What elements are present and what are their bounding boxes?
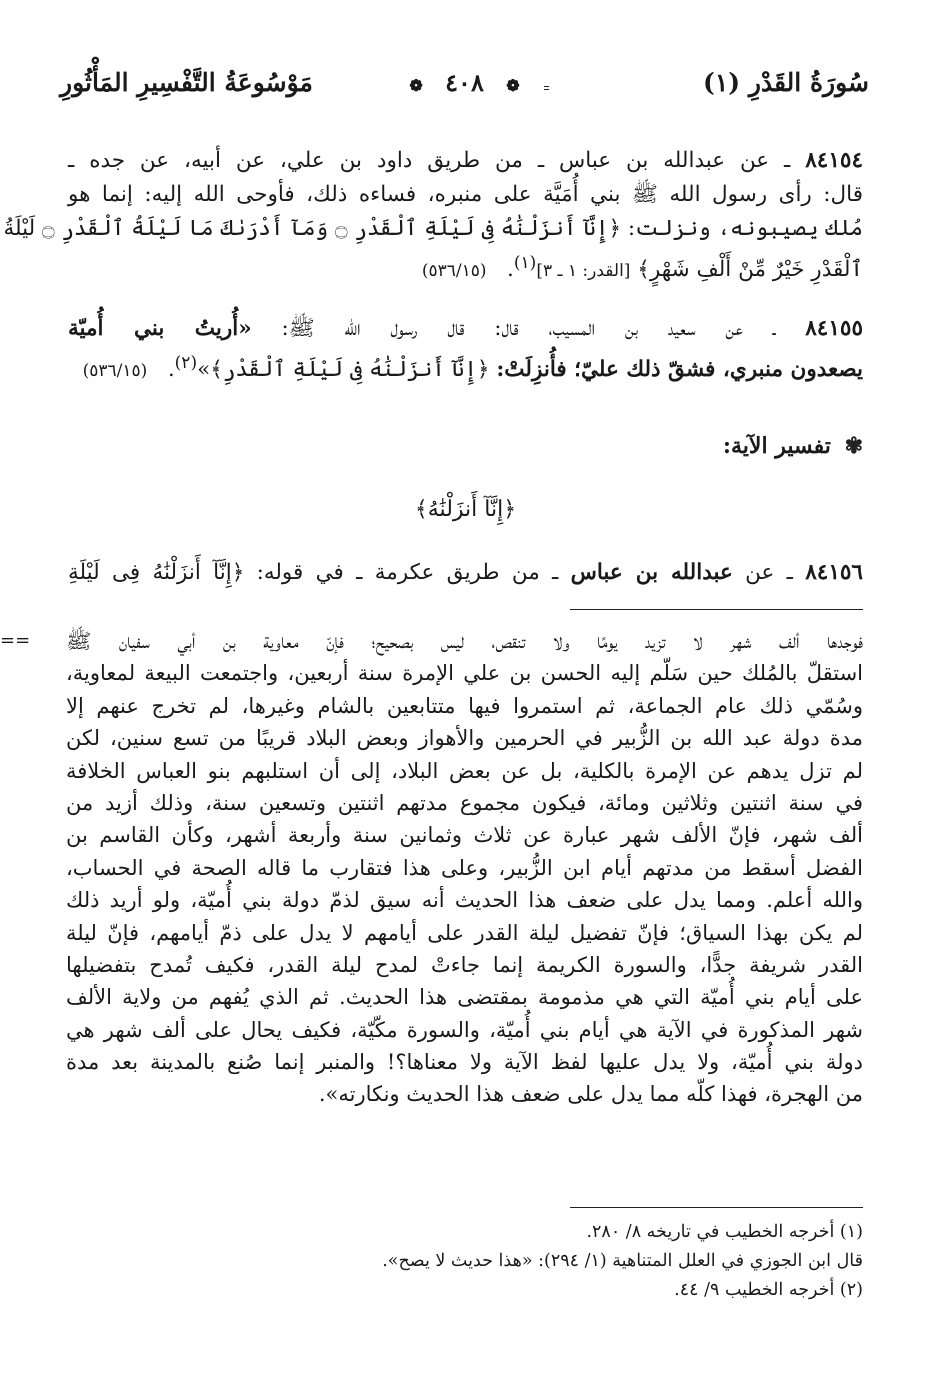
- footnote-line: استقلّ بالمُلك حين سَلّم إليه الحسن بن علي الإمرة سنة أربعين، واجتمعت البيعة لمعاوية،: [66, 661, 863, 686]
- ornament-icon: ❁: [496, 76, 529, 95]
- verse-ref: (١): [703, 68, 741, 97]
- footnote-item: قال ابن الجوزي في العلل المتناهية (١/ ٢٩٤): «هذا حديث لا يصح».: [382, 1251, 863, 1271]
- hadith-84156: [68, 556, 863, 590]
- footnote-item: (٢) أخرجه الخطيب ٩/ ٤٤.: [674, 1280, 863, 1300]
- hadith-quote: يصعدون منبري، فشقّ ذلك عليّ؛ فأُنزِلَتْ:: [496, 357, 863, 383]
- footnote-separator: [570, 609, 863, 610]
- text-line: قال: رأى رسول الله ﷺ بني أُمَيَّة على منبره، فساءه ذلك، فأوحى الله إليه: إنما هو: [68, 182, 863, 207]
- footnote-line: والله أعلم. ومما يدل على ضعف هذا الحديث أنه سيق لذمّ دولة بني أُميّة، ولو أريد ذلك: [66, 888, 863, 913]
- page-header: [60, 66, 869, 100]
- footnote-line: من الهجرة، فهذا كلّه مما يدل على ضعف هذا الحديث ونكارته».: [318, 1082, 863, 1107]
- text-line: مُلك يصيبونه، ونزلت: ﴿إِنَّآ أَنزَلْنَٰهُ فِى لَيْلَةِ ٱلْقَدْرِ ۝ وَمَآ أَدْرَىٰكَ مَا لَيْلَةُ ٱلْقَدْرِ ۝ لَيْلَةُ: [3, 216, 863, 241]
- footnote-line: وسُمّي ذلك عام الجماعة، ثم استمروا فيها متتابعين بالشام وغيرها، لم تخرج عنهم إلا: [66, 693, 863, 718]
- hadith-number: ٨٤١٥٦: [805, 560, 863, 585]
- section-heading: [723, 428, 863, 464]
- hadith-text: ـ من طريق عكرمة ـ في قوله: ﴿إِنَّآ أَنزَلْنَٰهُ فِى لَيْلَةِ: [68, 560, 559, 585]
- footnote-line: في سنة اثنتين وثلاثين ومائة، فيكون مجموع مدتهم اثنتين وتسعين سنة، وذلك أزيد من: [66, 790, 863, 815]
- footnote-continued: [66, 625, 863, 1111]
- hadith-number: ٨٤١٥٤: [805, 148, 863, 173]
- notes-separator: [570, 1207, 863, 1208]
- ayah-heading: ﴿إِنَّآ أَنزَلْنَٰهُ﴾: [414, 497, 517, 522]
- footnote-line: مدة دولة عبد الله بن الزُّبير في الحرمين والأهواز وبعض البلاد قريبًا من تسع سنين، لكن: [66, 726, 863, 751]
- section-heading-text: تفسير الآية:: [722, 433, 831, 459]
- hadith-quote: «أُريتُ بني أُميّة: [68, 316, 252, 341]
- hadith-text: ـ عن سعيد بن المسيب، قال: قال رسول الله ﷺ:: [281, 316, 776, 341]
- footnote-item: (١) أخرجه الخطيب في تاريخه ٨/ ٢٨٠.: [586, 1222, 863, 1242]
- narrator-name: عبدالله بن عباس: [570, 560, 733, 585]
- text-line: ٱلْقَدْرِ خَيْرٌ مِّنْ أَلْفِ شَهْرٍ﴾ [القدر: ١ ـ ٣]$^{(١)}$. (٥٣٦/١٥): [421, 253, 863, 283]
- footnote-line: لم يكن بهذا السياق؛ فإنّ تفضيل ليلة القدر على أيامهم لا يدل على ذمّ أيامهم، فإنّ ليلة: [66, 920, 863, 945]
- footnote-line: القدر شريفة جدًّا، والسورة الكريمة إنما جاءتْ لمدح ليلة القدر، فكيف تُمدح بتفضيلها: [66, 952, 863, 977]
- footnote-line: الفضل أسقط من مدتهم أيام ابن الزُّبير، وعلى هذا فتقارب ما قاله الصحة في الحساب،: [66, 855, 863, 880]
- footnote-line: دولة بني أُميّة، ولا يدل عليها لفظ الآية ولا معناها؟! والمنبر إنما صُنع بالمدينة بعد مدة: [66, 1050, 863, 1075]
- hadith-text: ـ عن: [745, 560, 793, 585]
- quran-verse: ﴿إِنَّآ أَنزَلْنَٰهُ فِى لَيْلَةِ ٱلْقَدْرِ﴾»: [197, 357, 490, 383]
- source-ref: (٥٣٦/١٥): [421, 261, 487, 282]
- text-line: [68, 312, 863, 346]
- flower-icon: ✾: [844, 433, 863, 459]
- hadith-84155: [68, 312, 863, 383]
- footnote-line: فوجدها ألف شهر لا تزيد يومًا ولا تنقص، ليس بصحيح؛ فإنّ معاوية بن أبي سفيان ﷺ: [66, 629, 863, 653]
- footnote-line: شهر المذكورة في الآية هي أيام بني أُميّة، والسورة مكّيّة، فكيف يحال على ألف شهر هي: [66, 1017, 863, 1042]
- footnote-mark: (١): [513, 253, 537, 273]
- encyclopedia-title: مَوْسُوعَةُ التَّفْسِيرِ المَأْثُورِ: [60, 68, 313, 97]
- quran-verse: ٱلْقَدْرِ خَيْرٌ مِّنْ أَلْفِ شَهْرٍ﴾: [637, 257, 863, 283]
- footnote-line: لم تزل يدهم عن الإمرة بالكلية، بل عن بعض البلاد، إلى أن استلبهم بنو العباس الخلافة: [66, 758, 863, 783]
- continuation-mark: ==: [0, 630, 31, 651]
- page-number: ٤٠٨: [445, 68, 484, 97]
- text-line: [68, 556, 863, 590]
- quran-reference: [القدر: ١ ـ ٣]: [536, 261, 631, 282]
- footnote-mark: (٢): [174, 353, 198, 373]
- footnote-line: على أيام بني أُميّة التي هي مذمومة بمقتضى هذا الحديث. ثم الذي يُفهم من ولاية الألف: [66, 985, 863, 1010]
- surah-title: سُورَةُ القَدْرِ: [748, 68, 869, 97]
- hadith-84154: [3, 144, 863, 283]
- hadith-text: ـ عن عبدالله بن عباس ـ من طريق داود بن علي، عن أبيه، عن جده ـ: [68, 148, 791, 173]
- footnote-line: ألف شهر، فإنّ الألف شهر عبارة عن ثلاث وثمانين سنة وأربعة أشهر، وكأن القاسم بن: [66, 823, 863, 848]
- text-line: يصعدون منبري، فشقّ ذلك عليّ؛ فأُنزِلَتْ: ﴿إِنَّآ أَنزَلْنَٰهُ فِى لَيْلَةِ ٱلْقَدْرِ﴾»$^{(٢)}$. (٥٣٦/١٥): [82, 353, 863, 383]
- footnotes: [120, 1218, 863, 1305]
- text-line: [68, 144, 863, 178]
- hadith-number: ٨٤١٥٥: [805, 316, 863, 341]
- source-ref: (٥٣٦/١٥): [82, 361, 148, 382]
- ornament-icon: ❁: [399, 76, 432, 95]
